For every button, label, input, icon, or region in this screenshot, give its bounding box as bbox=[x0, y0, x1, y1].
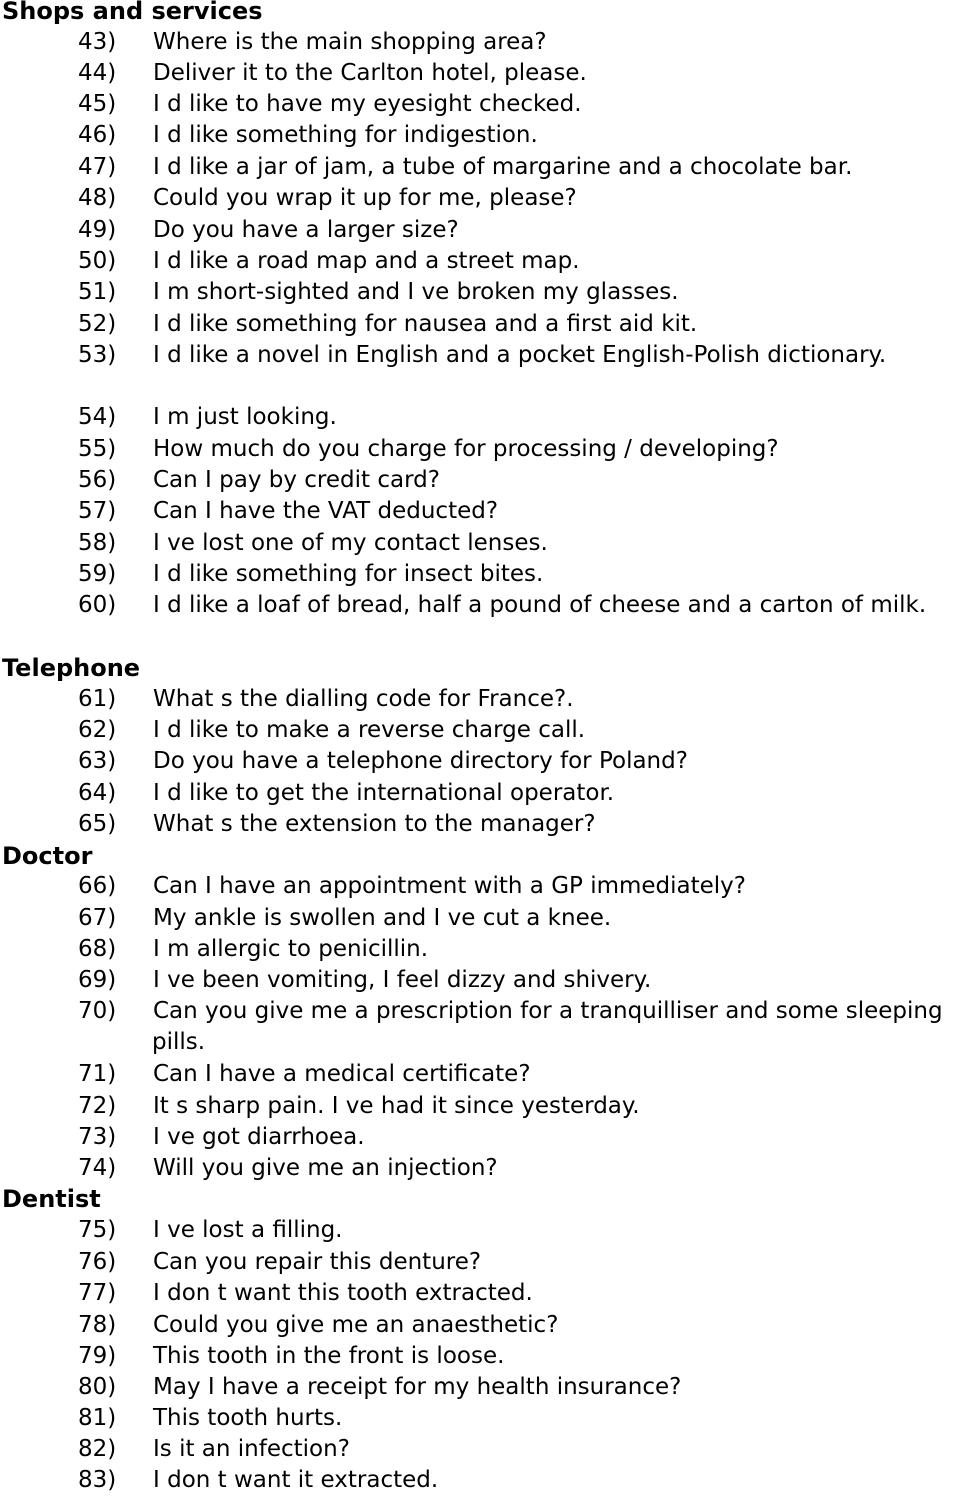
item-text: This tooth hurts. bbox=[153, 1405, 343, 1431]
item-number: 73) bbox=[78, 1124, 117, 1150]
item-number: 72) bbox=[78, 1093, 117, 1119]
item-number: 71) bbox=[78, 1061, 117, 1087]
item-text: Can you repair this denture? bbox=[153, 1249, 482, 1275]
item-text: I m short-sighted and I ve broken my glasses. bbox=[153, 279, 679, 305]
item-number: 58) bbox=[78, 530, 117, 556]
item-number: 48) bbox=[78, 185, 117, 211]
item-number: 63) bbox=[78, 748, 117, 774]
item-number: 67) bbox=[78, 905, 117, 931]
item-number: 57) bbox=[78, 498, 117, 524]
item-text: It s sharp pain. I ve had it since yesterday. bbox=[153, 1093, 640, 1119]
item-number: 46) bbox=[78, 122, 117, 148]
item-text: Could you give me an anaesthetic? bbox=[153, 1312, 559, 1338]
section-title-telephone: Telephone bbox=[2, 654, 141, 682]
item-text: I d like something for indigestion. bbox=[153, 122, 538, 148]
item-number: 70) bbox=[78, 998, 117, 1024]
item-text: Can I have a medical certificate? bbox=[153, 1061, 531, 1087]
item-text: What s the dialling code for France?. bbox=[153, 686, 574, 712]
item-text: I ve been vomiting, I feel dizzy and shivery. bbox=[153, 967, 652, 993]
section-title-doctor: Doctor bbox=[2, 842, 93, 870]
item-text: I m allergic to penicillin. bbox=[153, 936, 429, 962]
item-text: I d like something for insect bites. bbox=[153, 561, 544, 587]
item-number: 51) bbox=[78, 279, 117, 305]
item-text: I d like a novel in English and a pocket English-Polish dictionary. bbox=[153, 342, 887, 368]
item-text: I m just looking. bbox=[153, 404, 337, 430]
item-number: 52) bbox=[78, 311, 117, 337]
item-number: 60) bbox=[78, 592, 117, 618]
item-number: 77) bbox=[78, 1280, 117, 1306]
item-text: What s the extension to the manager? bbox=[153, 811, 596, 837]
item-text: Can you give me a prescription for a tranquilliser and some sleeping pills. bbox=[152, 998, 943, 1056]
item-number: 64) bbox=[78, 780, 117, 806]
item-text: Deliver it to the Carlton hotel, please. bbox=[153, 60, 587, 86]
item-text: My ankle is swollen and I ve cut a knee. bbox=[153, 905, 612, 931]
item-text: I don t want this tooth extracted. bbox=[153, 1280, 533, 1306]
item-text: I ve lost one of my contact lenses. bbox=[153, 530, 548, 556]
item-text: How much do you charge for processing / developing? bbox=[153, 436, 779, 462]
item-text: I d like to make a reverse charge call. bbox=[153, 717, 586, 743]
item-number: 62) bbox=[78, 717, 117, 743]
item-text: This tooth in the front is loose. bbox=[153, 1343, 505, 1369]
item-number: 65) bbox=[78, 811, 117, 837]
item-text: I d like something for nausea and a first aid kit. bbox=[153, 311, 698, 337]
item-number: 61) bbox=[78, 686, 117, 712]
item-number: 59) bbox=[78, 561, 117, 587]
item-number: 82) bbox=[78, 1436, 117, 1462]
item-text: I d like a road map and a street map. bbox=[153, 248, 580, 274]
item-number: 43) bbox=[78, 29, 117, 55]
item-number: 55) bbox=[78, 436, 117, 462]
item-number: 49) bbox=[78, 217, 117, 243]
item-number: 75) bbox=[78, 1217, 117, 1243]
item-text: I don t want it extracted. bbox=[153, 1467, 439, 1493]
item-number: 74) bbox=[78, 1155, 117, 1181]
section-title-dentist: Dentist bbox=[2, 1185, 101, 1213]
item-text: Could you wrap it up for me, please? bbox=[153, 185, 577, 211]
item-text: Do you have a larger size? bbox=[153, 217, 459, 243]
item-text: Is it an infection? bbox=[153, 1436, 350, 1462]
item-number: 78) bbox=[78, 1312, 117, 1338]
item-text: I ve lost a filling. bbox=[153, 1217, 343, 1243]
item-number: 81) bbox=[78, 1405, 117, 1431]
item-number: 76) bbox=[78, 1249, 117, 1275]
item-number: 69) bbox=[78, 967, 117, 993]
item-text: I ve got diarrhoea. bbox=[153, 1124, 365, 1150]
section-title-shops-and-services: Shops and services bbox=[2, 0, 263, 25]
item-number: 54) bbox=[78, 404, 117, 430]
item-number: 44) bbox=[78, 60, 117, 86]
item-number: 45) bbox=[78, 91, 117, 117]
item-text: I d like a loaf of bread, half a pound of cheese and a carton of milk. bbox=[153, 592, 927, 618]
item-text: May I have a receipt for my health insurance? bbox=[153, 1374, 682, 1400]
item-text: Can I have the VAT deducted? bbox=[153, 498, 499, 524]
item-text: I d like a jar of jam, a tube of margarine and a chocolate bar. bbox=[153, 154, 853, 180]
item-text: Can I pay by credit card? bbox=[153, 467, 440, 493]
item-number: 47) bbox=[78, 154, 117, 180]
item-number: 80) bbox=[78, 1374, 117, 1400]
item-number: 83) bbox=[78, 1467, 117, 1493]
item-number: 56) bbox=[78, 467, 117, 493]
item-text: Will you give me an injection? bbox=[153, 1155, 498, 1181]
item-text: Do you have a telephone directory for Poland? bbox=[153, 748, 688, 774]
item-number: 53) bbox=[78, 342, 117, 368]
item-number: 79) bbox=[78, 1343, 117, 1369]
item-number: 68) bbox=[78, 936, 117, 962]
item-text: Where is the main shopping area? bbox=[153, 29, 547, 55]
item-text: I d like to get the international operator. bbox=[153, 780, 615, 806]
item-number: 66) bbox=[78, 873, 117, 899]
item-text: I d like to have my eyesight checked. bbox=[153, 91, 582, 117]
item-text: Can I have an appointment with a GP immediately? bbox=[153, 873, 747, 899]
item-number: 50) bbox=[78, 248, 117, 274]
